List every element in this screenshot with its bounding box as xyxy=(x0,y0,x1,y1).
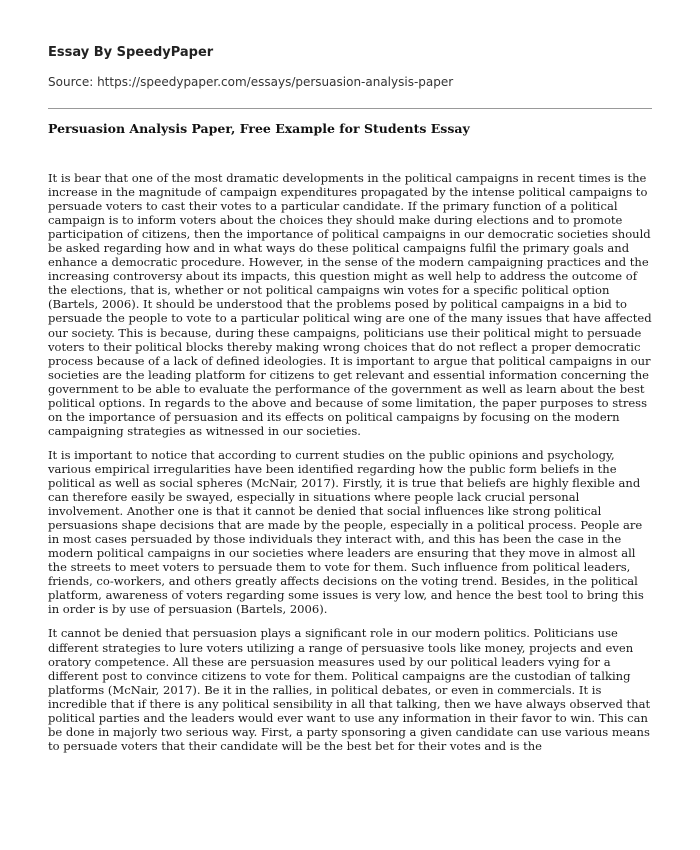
header-title: Essay By SpeedyPaper xyxy=(48,45,214,60)
paragraph: It is bear that one of the most dramatic developments in the political campaigns in recent times is the increase in the magnitude of campaign expenditures propagated by the intense political campaigns to persuade voters to cast their votes to a particular candidate. If the primary function of a political campaign is to inform voters about the choices they should make during elections and to promote participation of citizens, then the importance of political campaigns in our democratic societies should be asked regarding how and in what ways do these political campaigns fulfil the primary goals and enhance a democratic procedure. However, in the sense of the modern campaigning practices and the increasing controversy about its impacts, this question might as well help to address the outcome of the elections, that is, whether or not political campaigns win votes for a specific political option (Bartels, 2006). It should be understood that the problems posed by political campaigns in a bid to persuade the people to vote to a particular political wing are one of the many issues that have affected our society. This is because, during these campaigns, politicians use their political might to persuade voters to their political blocks thereby making wrong choices that do not reflect a proper democratic process because of a lack of defined ideologies. It is important to argue that political campaigns in our societies are the leading platform for citizens to get relevant and essential information concerning the government to be able to evaluate the performance of the government as well as learn about the best political options. In regards to the above and because of some limitation, the paper purposes to stress on the importance of persuasion and its effects on political campaigns by focusing on the modern campaigning strategies as witnessed in our societies. xyxy=(48,171,652,438)
paragraph: It cannot be denied that persuasion plays a significant role in our modern politics. Politicians use different strategies to lure voters utilizing a range of persuasive tools like money, projects and even oratory competence. All these are persuasion measures used by our political leaders vying for a different post to convince citizens to vote for them. Political campaigns are the custodian of talking platforms (McNair, 2017). Be it in the rallies, in political debates, or even in commercials. It is incredible that if there is any political sensibility in all that talking, then we have always observed that political parties and the leaders would ever want to use any information in their favor to win. This can be done in majorly two serious way. First, a party sponsoring a given candidate can use various means to persuade voters that their candidate will be the best bet for their votes and is the xyxy=(48,626,651,753)
paragraph: It is important to notice that according to current studies on the public opinions and psychology, various empirical irregularities have been identified regarding how the public form beliefs in the political as well as social spheres (McNair, 2017). Firstly, it is true that beliefs are highly flexible and can therefore easily be swayed, especially in situations where people lack crucial personal involvement. Another one is that it cannot be denied that social influences like strong political persuasions shape decisions that are made by the people, especially in a political process. People are in most cases persuaded by those individuals they interact with, and this has been the case in the modern political campaigns in our societies where leaders are ensuring that they move in almost all the streets to meet voters to persuade them to vote for them. Such influence from political leaders, friends, co-workers, and others greatly affects decisions on the voting trend. Besides, in the political platform, awareness of voters regarding some issues is very low, and hence the best tool to bring this in order is by use of persuasion (Bartels, 2006). xyxy=(48,447,644,617)
essay-body xyxy=(48,171,652,763)
document-title: Persuasion Analysis Paper, Free Example for Students Essay xyxy=(48,121,470,136)
divider xyxy=(48,108,652,109)
source-link[interactable]: Source: https://speedypaper.com/essays/persuasion-analysis-paper xyxy=(48,75,454,89)
